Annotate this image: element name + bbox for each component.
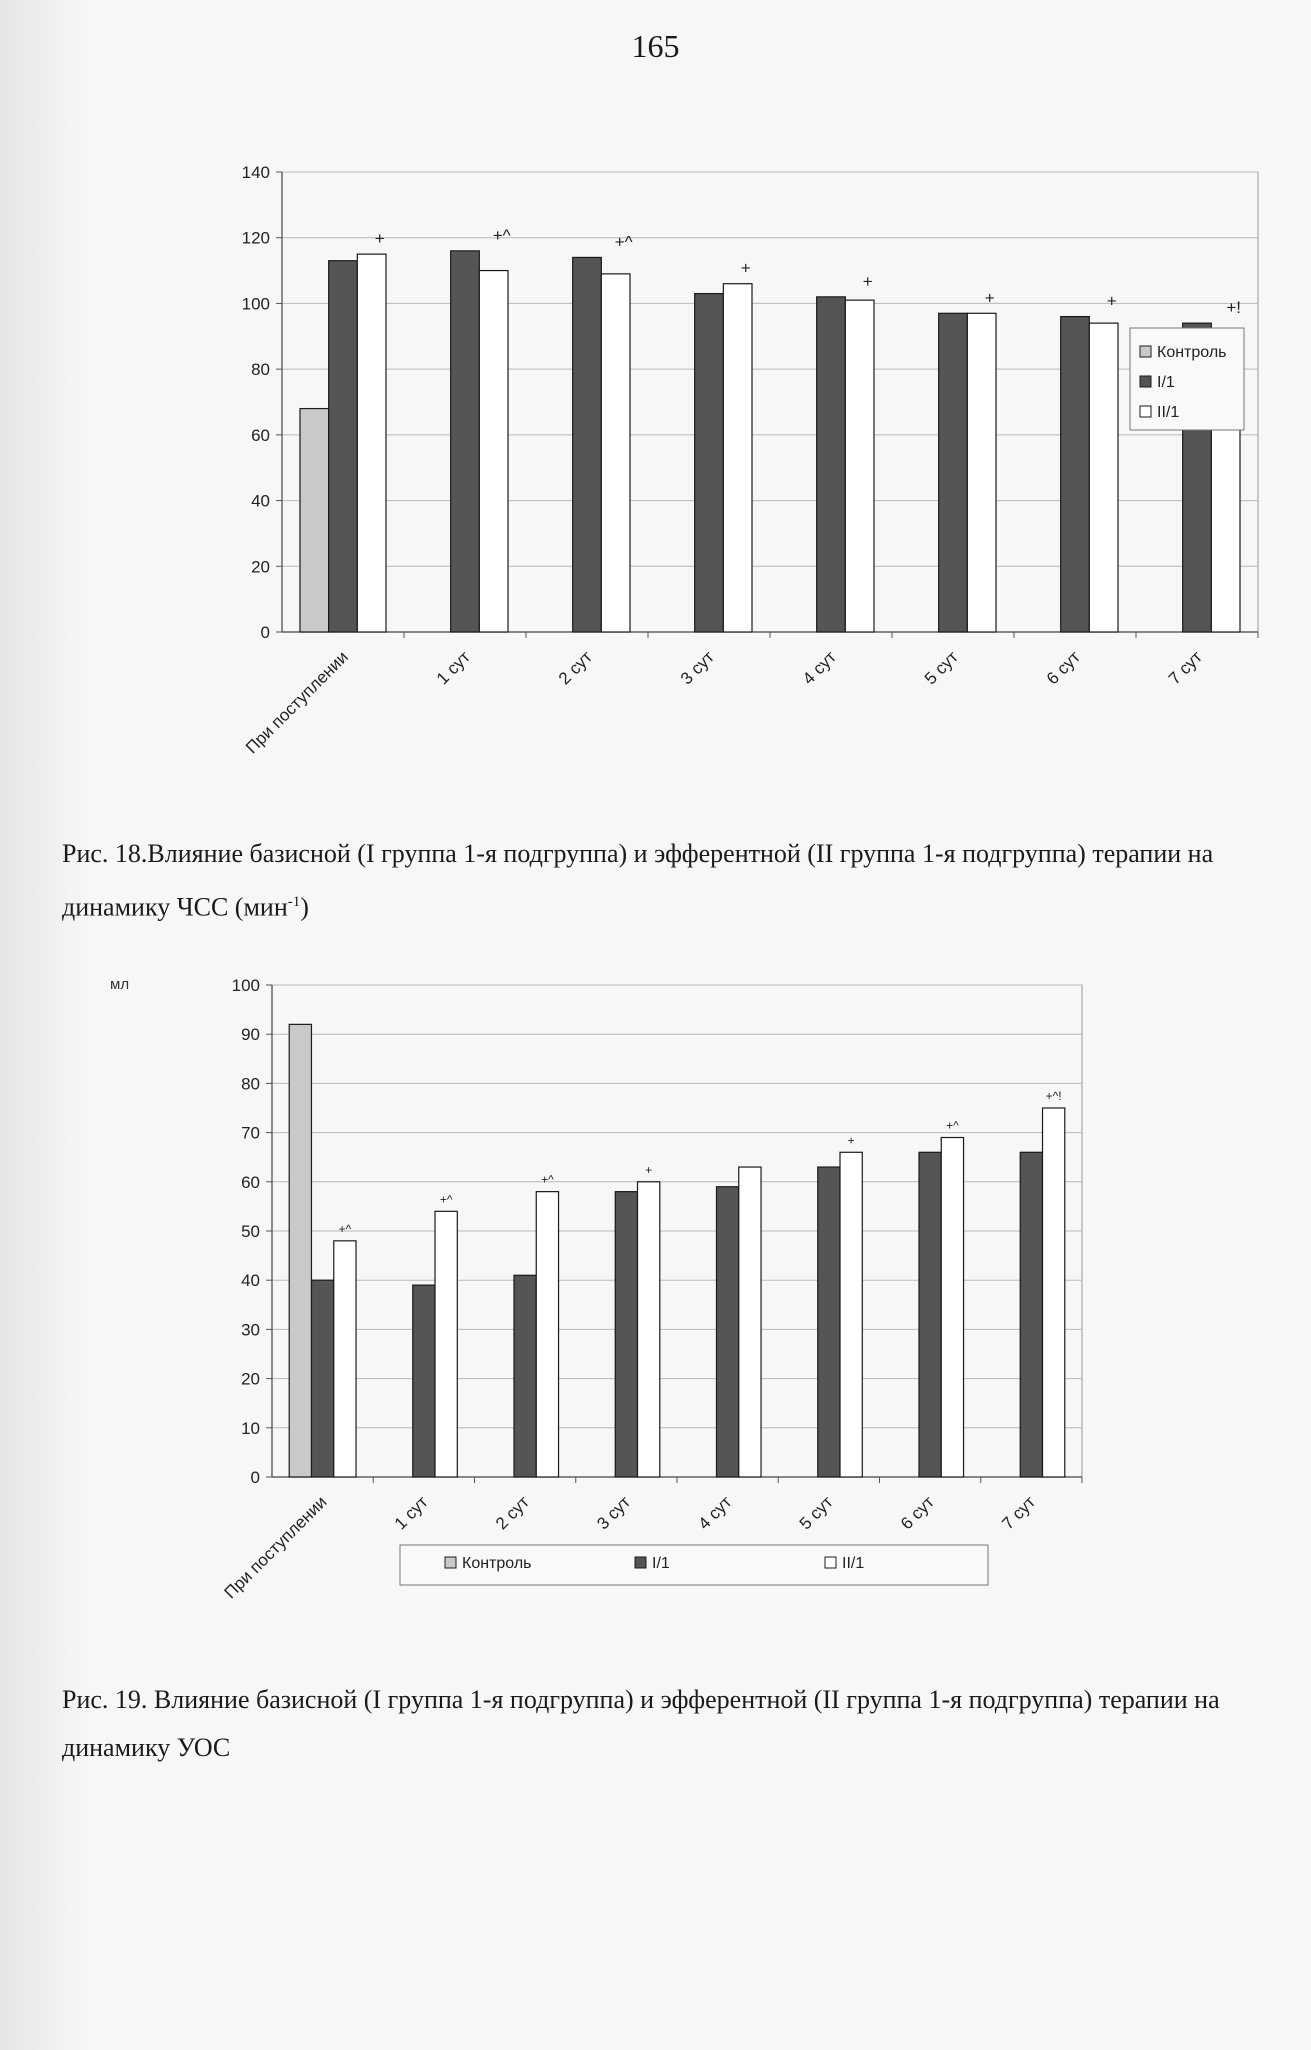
bar-group2	[845, 300, 874, 632]
bar-group1	[514, 1275, 536, 1477]
y-tick-label: 10	[241, 1418, 260, 1438]
figure-19-label: Рис. 19.	[62, 1685, 148, 1714]
bar-group2	[536, 1192, 558, 1477]
x-tick-label: 7 сут	[998, 1492, 1040, 1534]
legend-label: II/1	[1157, 404, 1180, 421]
bar-group2	[435, 1211, 457, 1477]
y-tick-label: 20	[241, 1369, 260, 1389]
significance-marker: +^	[338, 1221, 352, 1236]
y-tick-label: 0	[260, 623, 270, 642]
bar-group2	[941, 1138, 963, 1477]
significance-marker: +^	[439, 1192, 453, 1207]
bar-group2	[1043, 1108, 1065, 1477]
x-tick-label: 1 сут	[390, 1492, 432, 1534]
bar-group2	[967, 313, 996, 632]
bar-group1	[939, 313, 968, 632]
bar-group1	[818, 1167, 840, 1477]
legend-swatch	[1140, 406, 1151, 417]
x-tick-label: 4 сут	[798, 647, 840, 689]
bar-group1	[329, 261, 358, 632]
significance-marker: +^	[614, 232, 633, 252]
x-tick-label: 7 сут	[1164, 647, 1206, 689]
bar-control	[300, 409, 329, 632]
legend-label: I/1	[1157, 374, 1175, 391]
y-tick-label: 90	[241, 1025, 260, 1045]
legend-label: Контроль	[1157, 344, 1227, 361]
x-tick-label: 4 сут	[694, 1492, 736, 1534]
figure-18-caption	[62, 830, 1252, 932]
bar-group1	[695, 294, 724, 632]
bar-group2	[334, 1241, 356, 1477]
figure-19-text: Влияние базисной (I группа 1-я подгруппа) и эфферентной (II группа 1-я подгруппа) терапии на динамику УОС	[62, 1685, 1220, 1762]
y-axis-label: мл	[110, 976, 130, 993]
figure-19-caption	[62, 1676, 1252, 1772]
significance-marker: +!	[1226, 298, 1241, 318]
y-tick-label: 40	[251, 491, 270, 511]
x-tick-label: 5 сут	[920, 647, 962, 689]
x-tick-label: 6 сут	[897, 1492, 939, 1534]
figure-18-sup: -1	[287, 894, 301, 910]
bar-group1	[413, 1285, 435, 1477]
x-tick-label: 6 сут	[1042, 647, 1084, 689]
y-tick-label: 60	[251, 425, 270, 445]
figure-18-label: Рис. 18.	[62, 839, 148, 868]
x-tick-label: 1 сут	[432, 647, 474, 689]
bar-group2	[479, 271, 508, 632]
chart-heart-rate	[150, 150, 1270, 810]
legend-label: Контроль	[462, 1555, 532, 1572]
bar-group1	[919, 1152, 941, 1477]
significance-marker: +	[984, 288, 995, 308]
y-tick-label: 100	[241, 294, 270, 314]
y-tick-label: 60	[241, 1172, 260, 1192]
y-tick-label: 40	[241, 1271, 260, 1291]
bar-group2	[723, 284, 752, 632]
bar-group1	[716, 1187, 738, 1477]
bar-group1	[615, 1192, 637, 1477]
x-tick-label: 2 сут	[492, 1492, 534, 1534]
bar-group2	[1089, 323, 1118, 632]
y-tick-label: 140	[241, 163, 270, 182]
y-tick-label: 30	[241, 1320, 260, 1340]
y-tick-label: 100	[231, 976, 260, 995]
significance-marker: +	[862, 271, 873, 291]
y-tick-label: 80	[251, 360, 270, 380]
significance-marker: +^	[946, 1118, 959, 1133]
x-tick-label: При поступлении	[241, 647, 352, 758]
y-tick-label: 80	[241, 1074, 260, 1094]
bar-group1	[311, 1280, 333, 1477]
bar-group2	[739, 1167, 761, 1477]
significance-marker: +^!	[1045, 1089, 1062, 1103]
bar-group1	[1061, 317, 1090, 632]
bar-group1	[573, 257, 602, 632]
bar-group1	[451, 251, 480, 632]
legend-swatch	[1140, 346, 1151, 357]
figure-18-suffix: )	[300, 892, 309, 922]
x-tick-label: 3 сут	[593, 1492, 635, 1534]
legend-swatch	[445, 1557, 456, 1568]
legend-swatch	[825, 1557, 836, 1568]
x-tick-label: При поступлении	[220, 1492, 331, 1603]
significance-marker: +	[645, 1162, 653, 1177]
legend-label: II/1	[842, 1555, 865, 1572]
figure-18-text: Влияние базисной (I группа 1-я подгруппа) и эфферентной (II группа 1-я подгруппа) терапии на динамику ЧСС (мин	[62, 839, 1214, 922]
bar-group2	[840, 1152, 862, 1477]
significance-marker: +^	[492, 225, 511, 245]
bar-group2	[601, 274, 630, 632]
x-tick-label: 2 сут	[554, 647, 596, 689]
x-tick-label: 5 сут	[795, 1492, 837, 1534]
legend-label: I/1	[652, 1555, 670, 1572]
significance-marker: +^	[541, 1172, 554, 1187]
bar-group2	[638, 1182, 660, 1477]
bar-group2	[357, 254, 386, 632]
significance-marker: +	[847, 1133, 855, 1148]
significance-marker: +	[1106, 291, 1117, 311]
y-tick-label: 0	[250, 1468, 260, 1487]
page-number: 165	[631, 28, 680, 64]
significance-marker: +	[374, 229, 385, 249]
chart-stroke-volume	[100, 965, 1230, 1655]
y-tick-label: 20	[251, 557, 270, 577]
significance-marker: +	[740, 258, 751, 278]
bar-control	[289, 1024, 311, 1477]
y-tick-label: 70	[241, 1123, 260, 1143]
x-tick-label: 3 сут	[676, 647, 718, 689]
legend-swatch	[1140, 376, 1151, 387]
legend-swatch	[635, 1557, 646, 1568]
y-tick-label: 120	[241, 228, 270, 248]
y-tick-label: 50	[241, 1222, 260, 1241]
bar-group1	[1020, 1152, 1042, 1477]
bar-group1	[817, 297, 846, 632]
